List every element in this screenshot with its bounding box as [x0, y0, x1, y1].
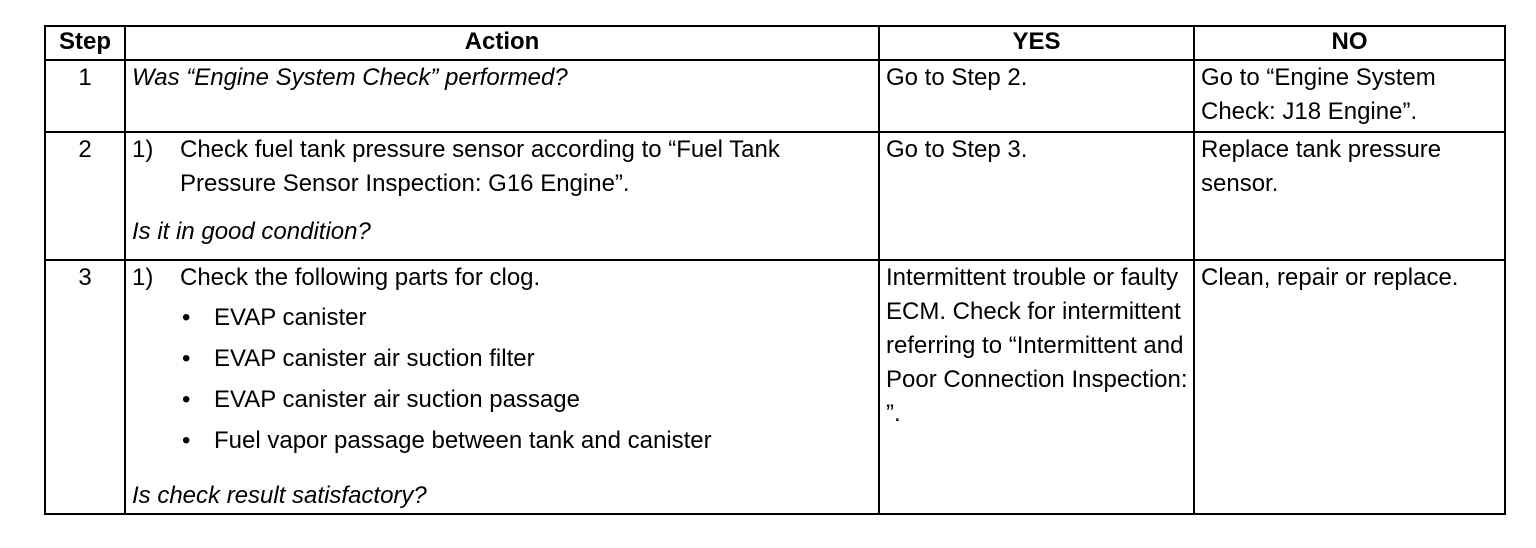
yes-cell	[879, 260, 1194, 514]
diagnostic-table	[44, 25, 1506, 515]
list-item-text: EVAP canister	[214, 304, 367, 331]
item-number: 1)	[132, 136, 154, 163]
list-item-text: EVAP canister air suction passage	[214, 386, 580, 413]
yes-cell	[879, 132, 1194, 260]
no-text: Replace tank pressure sensor.	[1201, 136, 1442, 197]
yes-cell	[879, 60, 1194, 132]
no-text: Clean, repair or replace.	[1201, 264, 1459, 291]
no-text: Go to “Engine System Check: J18 Engine”.	[1201, 64, 1436, 125]
bullet-list	[132, 301, 878, 458]
table-row	[45, 260, 1505, 514]
list-item	[180, 342, 878, 376]
header-step: Step	[45, 26, 125, 60]
action-cell	[125, 60, 879, 132]
list-item	[180, 424, 878, 458]
step-number: 1	[45, 60, 125, 132]
header-action: Action	[125, 26, 879, 60]
action-cell	[125, 132, 879, 260]
header-yes: YES	[879, 26, 1194, 60]
item-number: 1)	[132, 264, 154, 291]
bullet-icon: •	[182, 386, 191, 413]
bullet-icon: •	[182, 304, 191, 331]
bullet-icon: •	[182, 345, 191, 372]
no-cell	[1194, 260, 1505, 514]
step-number: 3	[45, 260, 125, 514]
action-cell	[125, 260, 879, 514]
bullet-icon: •	[182, 427, 191, 454]
question-text: Was “Engine System Check” performed?	[132, 64, 568, 91]
no-cell	[1194, 132, 1505, 260]
item-text: Check the following parts for clog.	[180, 264, 541, 291]
yes-text: Intermittent trouble or faulty ECM. Check for intermittent referring to “Intermittent and Poor Connection Inspection: ”.	[886, 264, 1188, 427]
table-row	[45, 60, 1505, 132]
list-item	[180, 301, 878, 335]
header-no: NO	[1194, 26, 1505, 60]
list-item	[180, 383, 878, 417]
numbered-item	[132, 261, 878, 295]
list-item-text: Fuel vapor passage between tank and canister	[214, 427, 712, 454]
question-text: Is check result satisfactory?	[132, 482, 427, 509]
table-row	[45, 132, 1505, 260]
list-item-text: EVAP canister air suction filter	[214, 345, 535, 372]
numbered-item	[132, 133, 878, 201]
question-text: Is it in good condition?	[132, 218, 371, 245]
yes-text: Go to Step 3.	[886, 136, 1028, 163]
item-text: Check fuel tank pressure sensor according to “Fuel Tank Pressure Sensor Inspection: G16 Engine”.	[180, 136, 780, 197]
no-cell	[1194, 60, 1505, 132]
yes-text: Go to Step 2.	[886, 64, 1028, 91]
header-row	[45, 26, 1505, 60]
step-number: 2	[45, 132, 125, 260]
